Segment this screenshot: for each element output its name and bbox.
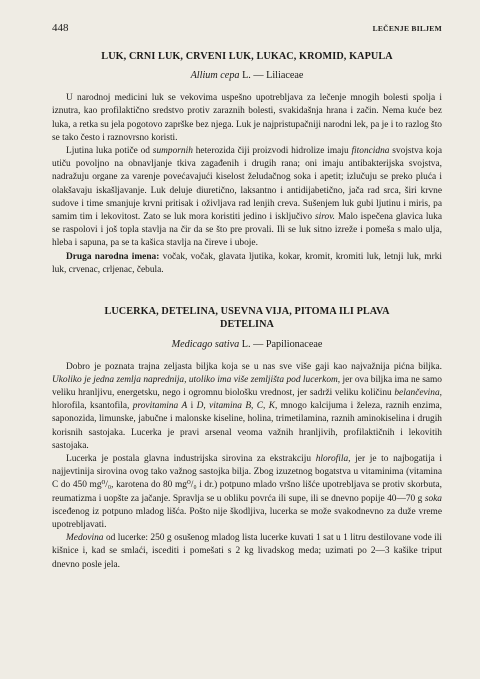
- latin-family: L. — Liliaceae: [242, 70, 304, 82]
- latin-name-lucerka: [52, 339, 442, 350]
- page-number: 448: [52, 22, 69, 34]
- paragraph: Medovina od lucerke: 250 g osušenog mladog lista lucerke kuvati 1 sat u 1 litru destilovane vode ili kišnice i, kad se smlaći, iscediti i pomešati s 2 kg livadskog meda; uzimati po 2—3 kašike triput dnevno posle jela.: [52, 533, 442, 570]
- section-title-luk: LUK, CRNI LUK, CRVENI LUK, LUKAC, KROMID, KAPULA: [101, 51, 393, 62]
- latin-name-luk: [52, 70, 442, 81]
- section-luk: [52, 50, 442, 277]
- paragraph: Lucerka je postala glavna industrijska sirovina za ekstrakciju hlorofila, jer je to najbogatija i najjevtinija sirovina ovog tako važnog sastojka bilja. Zbog izuzetnog bogatstva u vitaminima (vitamina C do 450 mg⁰/₀, karotena do 80 mg⁰/₀ i dr.) potpuno mlado vršno lišće upotrebljava se protiv skorbuta, reumatizma i uopšte za jačanje. Spravlja se u obliku povrća ili supe, ili se dnevno popije 40—70 g soka iscеđenog iz potpuno mladog lišća. Pošto nije škodljiva, lucerka se može svakodnevno za duže vreme upotrebljavati.: [52, 454, 443, 531]
- latin-species: Medicago sativa: [171, 338, 240, 350]
- folk-names: Druga narodna imena: vočak, vočak, glavata ljutika, kokar, kromit, kromiti luk, letnji luk, mrki luk, crvenac, crljenac, čebula.: [52, 251, 442, 275]
- paragraph: Ljutina luka potiče od sumpornih heterozida čiji proizvodi hidrolize imaju fitoncidna svojstva koja utiču povoljno na obnavljanje tkiva zagađenih i drugih rana; oni imaju antibakterijska svojstva, nadražuju organe za varenje povećavajući kiselost želudačnog soka i apetit; izlučuju se preko pluća i olakšavaju iskašljavanje. Luk deluje diuretično, laksantno i antidijabetično, jača rad srca, širi krvne sudove i time smanjuje krvni pritisak i oživljava rad lenjih creva. Sušenjem luk gubi ljutinu i miris, pa samim tim i lekovitost. Zato se luk mora koristiti jedino i isključivo sirov. Malo ispečena glavica luka se raspolovi i još topla stavlja na čir da se što pre provali. Ili se luk sitno izreže i pomeša s malo ulja, hleba i sapuna, pa se ta kašica stavlja na čireve i uboje.: [52, 146, 442, 249]
- latin-family: L. — Papilionaceae: [241, 338, 323, 350]
- section-lucerka: [52, 305, 442, 572]
- page-header: [52, 22, 442, 34]
- folk-names-label: Druga narodna imena:: [66, 251, 160, 262]
- latin-species: Allium cepa: [190, 70, 240, 82]
- running-title: LEČENJE BILJEM: [372, 24, 442, 33]
- paragraph: U narodnoj medicini luk se vekovima uspešno upotrebljava za lečenje mnogih bolesti spolja i iznutra, kao profilaktično sredstvo protiv zaraznih bolesti, svakidašnja hrana i začin. Nema kuće bez luka, a retka su jela pogotovo zaprške bez njega. Luk je najpristupačniji narodni lek, pa je i to razlog što se tako često i raznovrsno koristi.: [52, 93, 442, 143]
- paragraph: Dobro je poznata trajna zeljasta biljka koja se u nas sve više gaji kao najvažnija pićna biljka. Ukoliko je jedna zemlja naprednija, utoliko ima više zemljišta pod lucerkom, jer ova biljka ima ne samo veliku hranljivu, energetsku, nego i ogromnu biološku vrednost, jer sadrži veliku količinu belančevina, hlorofila, ksantofila, provitamina A i D, vitamina B, C, K, mnogo kalcijuma i železa, raznih enzima, saponozida, limunske, jabučne i malonske kiseline, holina, trimetilamina, raznih aminokiselina i drugih korisnih sastojaka. Lucerka je pravi arsenal veoma važnih hranljivih, profilaktičnih i lekovitih sastojaka.: [52, 361, 443, 451]
- section-title-lucerka: LUCERKA, DETELINA, USEVNA VIJA, PITOMA ILI PLAVA DETELINA: [104, 306, 390, 331]
